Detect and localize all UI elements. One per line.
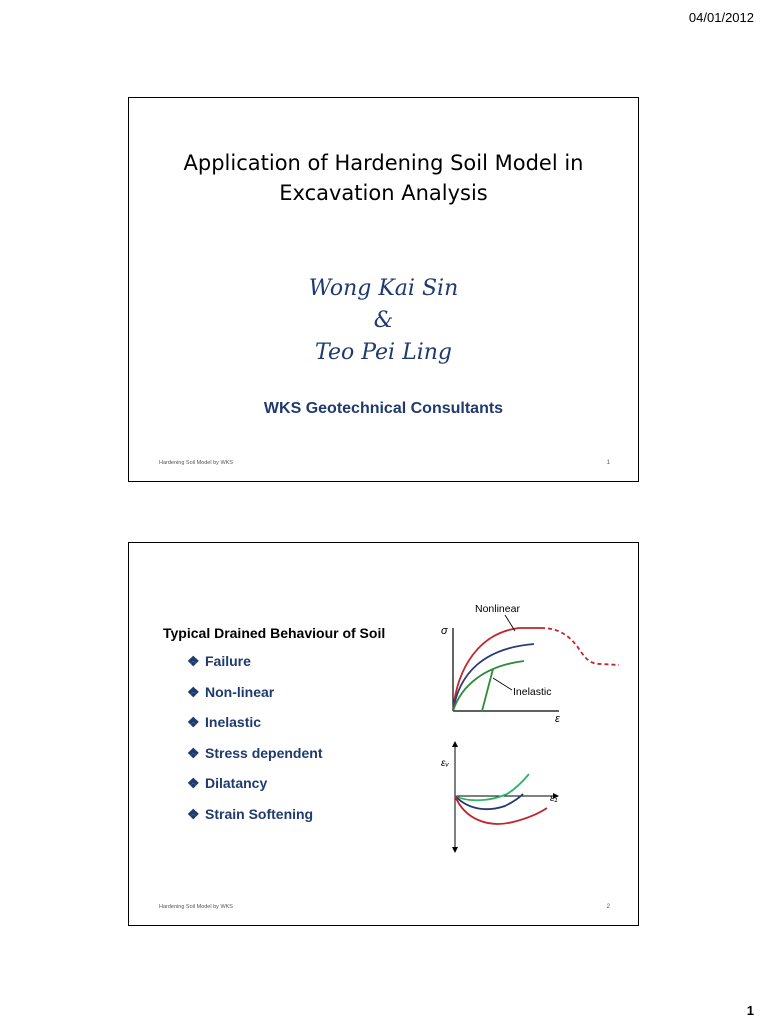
author-2: Teo Pei Ling bbox=[315, 340, 452, 365]
softening-curve-red-dashed bbox=[541, 628, 619, 665]
list-item: ❖ Strain Softening bbox=[187, 805, 314, 822]
failure-curve-red bbox=[453, 628, 541, 711]
slide-footer-text: Hardening Soil Model by WKS bbox=[159, 904, 233, 910]
page-date: 04/01/2012 bbox=[688, 10, 754, 25]
slide-number: 2 bbox=[606, 904, 610, 910]
list-item: ❖ Inelastic bbox=[187, 714, 262, 730]
slide-number: 1 bbox=[606, 460, 610, 466]
behaviour-list bbox=[187, 653, 322, 836]
y-axis-symbol: εᵥ bbox=[441, 758, 449, 769]
list-item: ❖ Non-linear bbox=[187, 683, 275, 700]
slide-footer-text: Hardening Soil Model by WKS bbox=[159, 460, 233, 466]
slide-heading: Typical Drained Behaviour of Soil bbox=[163, 625, 386, 641]
stress-strain-diagram bbox=[429, 598, 629, 723]
page-number: 1 bbox=[746, 1003, 754, 1018]
label-inelastic: Inelastic bbox=[513, 686, 552, 698]
nonlinear-curve-blue bbox=[453, 644, 534, 711]
arrow-inelastic bbox=[493, 678, 512, 690]
author-1: Wong Kai Sin bbox=[308, 276, 459, 301]
diamond-bullet-icon: ❖ bbox=[187, 744, 200, 761]
arrow-nonlinear bbox=[505, 615, 515, 631]
y-axis-arrow-top bbox=[452, 741, 458, 747]
list-item: ❖ Stress dependent bbox=[187, 744, 323, 761]
label-nonlinear: Nonlinear bbox=[475, 603, 520, 615]
x-axis-symbol: ε bbox=[555, 713, 560, 723]
slide-2 bbox=[128, 542, 639, 926]
unloading-line-green bbox=[482, 669, 493, 711]
diamond-bullet-icon: ❖ bbox=[187, 805, 200, 822]
slide-title bbox=[129, 148, 638, 208]
y-axis-arrow-bottom bbox=[452, 847, 458, 853]
title-line-2: Excavation Analysis bbox=[279, 181, 488, 205]
authors bbox=[129, 273, 638, 369]
diamond-bullet-icon: ❖ bbox=[187, 653, 200, 669]
diamond-bullet-icon: ❖ bbox=[187, 683, 200, 700]
x-axis-symbol: ε₁ bbox=[550, 793, 558, 804]
list-item: ❖ Failure bbox=[187, 653, 251, 669]
author-connector: & bbox=[373, 308, 394, 333]
list-item: ❖ Dilatancy bbox=[187, 775, 268, 791]
diamond-bullet-icon: ❖ bbox=[187, 775, 200, 791]
diamond-bullet-icon: ❖ bbox=[187, 714, 200, 730]
y-axis-symbol: σ bbox=[441, 625, 448, 637]
title-line-1: Application of Hardening Soil Model in bbox=[183, 151, 584, 175]
company-name: WKS Geotechnical Consultants bbox=[263, 400, 504, 417]
slide-1 bbox=[128, 97, 639, 482]
volumetric-strain-diagram bbox=[429, 738, 589, 858]
